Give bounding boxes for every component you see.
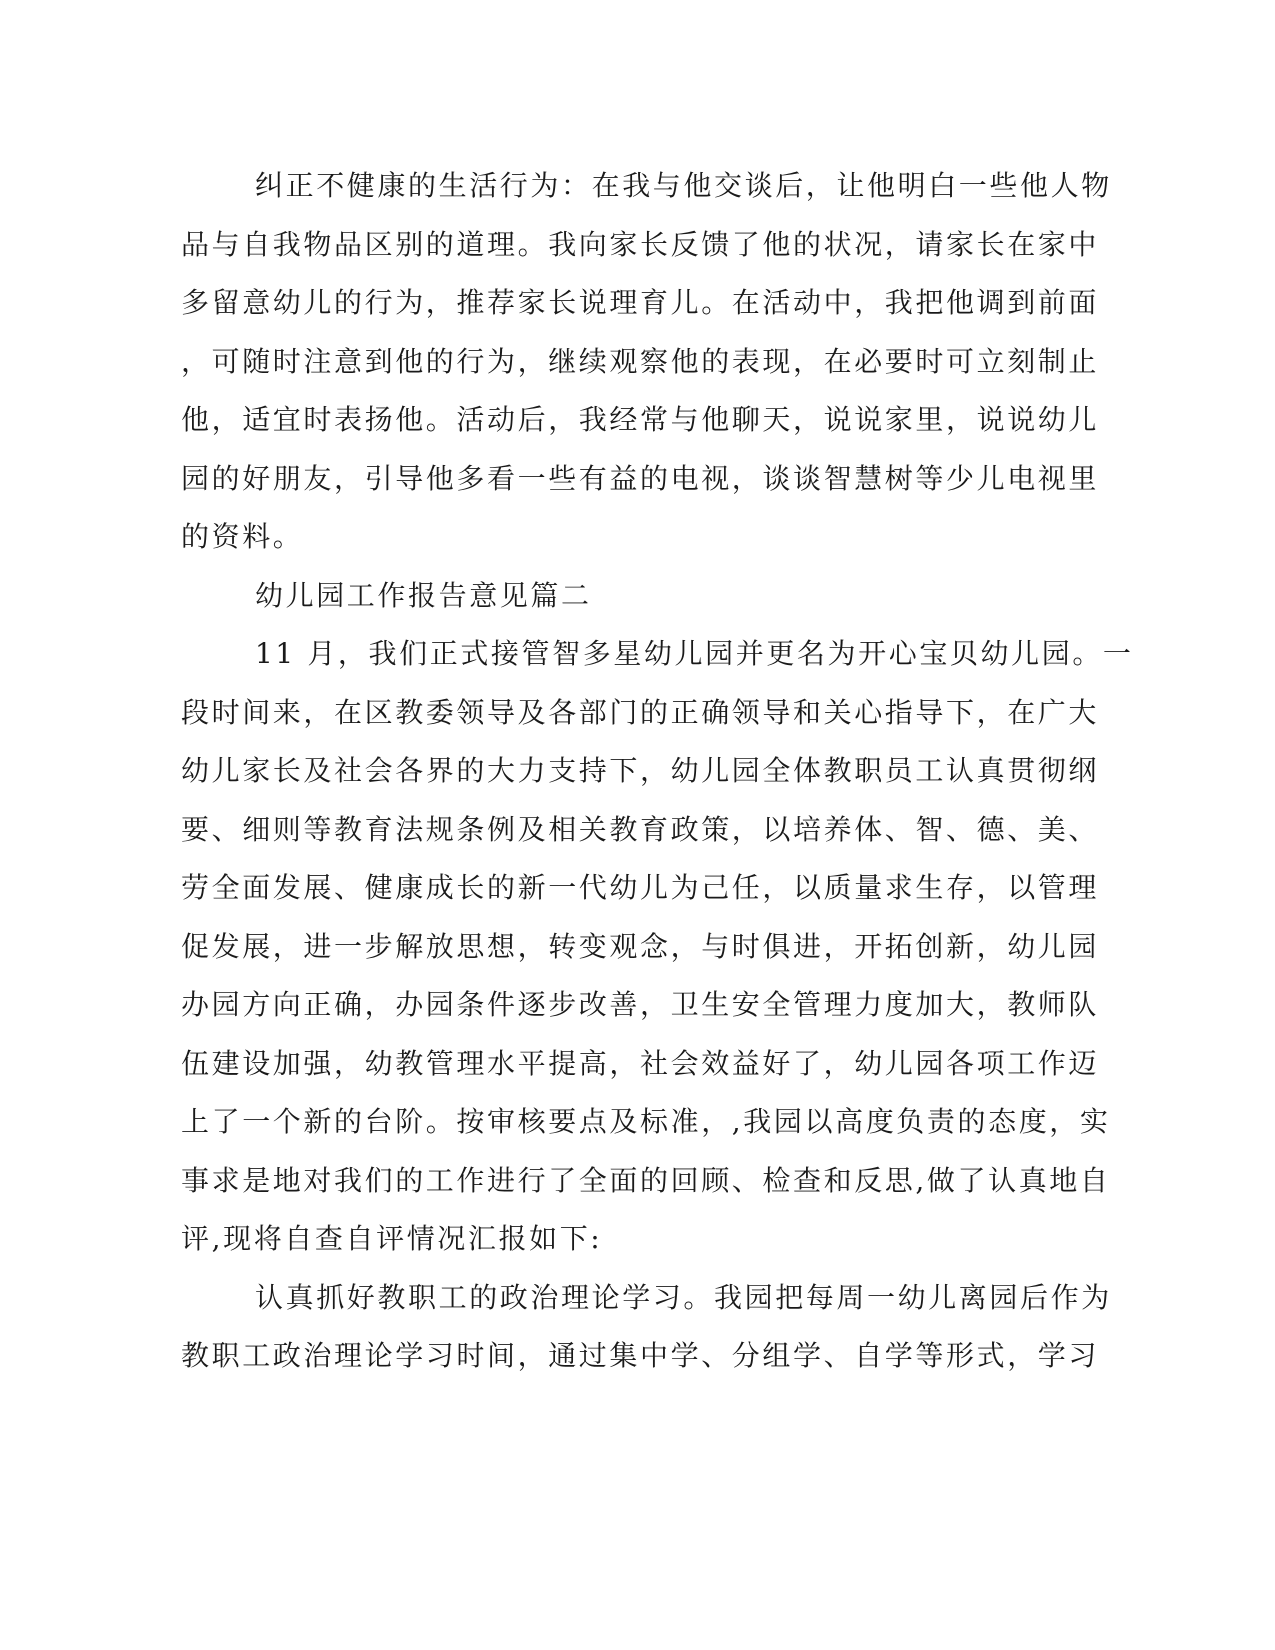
- text-line: 劳全面发展、健康成长的新一代幼儿为己任，以质量求生存，以管理: [181, 871, 1100, 904]
- text-line: 事求是地对我们的工作进行了全面的回顾、检查和反思,做了认真地自: [181, 1163, 1111, 1197]
- text-line: 他，适宜时表扬他。活动后，我经常与他聊天，说说家里，说说幼儿: [181, 403, 1100, 436]
- text-line: 上了一个新的台阶。按审核要点及标准，,我园以高度负责的态度，实: [181, 1105, 1111, 1138]
- text-line: 教职工政治理论学习时间，通过集中学、分组学、自学等形式，学习: [181, 1339, 1100, 1372]
- text-line: 11 月，我们正式接管智多星幼儿园并更名为开心宝贝幼儿园。一: [255, 637, 1134, 670]
- text-line: ，可随时注意到他的行为，继续观察他的表现，在必要时可立刻制止: [181, 344, 1100, 378]
- text-line: 段时间来，在区教委领导及各部门的正确领导和关心指导下，在广大: [181, 695, 1100, 729]
- text-line: 幼儿家长及社会各界的大力支持下，幼儿园全体教职员工认真贯彻纲: [181, 754, 1100, 787]
- document-body: [181, 157, 1134, 1386]
- text-line: 认真抓好教职工的政治理论学习。我园把每周一幼儿离园后作为: [255, 1280, 1112, 1314]
- text-line: 的资料。: [181, 520, 304, 553]
- text-line: 评,现将自查自评情况汇报如下:: [181, 1222, 603, 1255]
- text-line: 促发展，进一步解放思想，转变观念，与时俱进，开拓创新，幼儿园: [181, 929, 1100, 963]
- text-line: 伍建设加强，幼教管理水平提高，社会效益好了，幼儿园各项工作迈: [181, 1046, 1100, 1080]
- text-line: 多留意幼儿的行为，推荐家长说理育儿。在活动中，我把他调到前面: [181, 286, 1100, 319]
- text-line: 品与自我物品区别的道理。我向家长反馈了他的状况，请家长在家中: [181, 227, 1100, 261]
- text-line: 幼儿园工作报告意见篇二: [255, 578, 592, 612]
- text-line: 办园方向正确，办园条件逐步改善，卫生安全管理力度加大，教师队: [181, 988, 1100, 1021]
- text-line: 园的好朋友，引导他多看一些有益的电视，谈谈智慧树等少儿电视里: [181, 461, 1100, 495]
- text-line: 纠正不健康的生活行为：在我与他交谈后，让他明白一些他人物: [255, 169, 1112, 202]
- text-line: 要、细则等教育法规条例及相关教育政策，以培养体、智、德、美、: [181, 812, 1100, 846]
